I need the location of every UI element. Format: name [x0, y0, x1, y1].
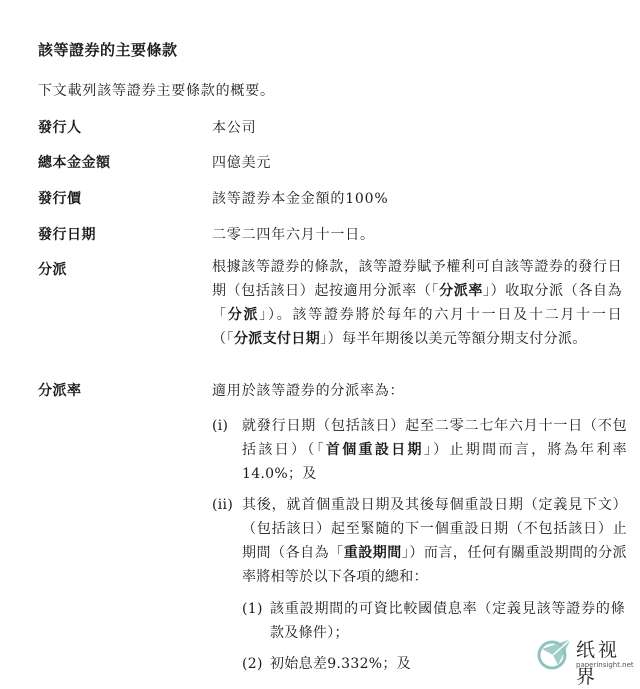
- rate-subitem-1-marker: (1): [242, 601, 263, 617]
- rate-defined-term-reset-period: 重設期間: [343, 545, 402, 561]
- term-value-principal: 四億美元: [212, 155, 272, 171]
- term-label-issue-price: 發行價: [38, 191, 82, 207]
- distribution-text-1: 根據該等證券的條款，該等證券賦予權利可自該等證券的發行日期（包括該日）起按適用分派率（「: [212, 259, 622, 299]
- term-label-distribution: 分派: [38, 262, 67, 278]
- watermark-url: paperinsight.net: [576, 661, 634, 669]
- rate-intro: 適用於該等證券的分派率為：: [212, 383, 405, 399]
- rate-defined-term-first-reset-date: 首個重設日期: [325, 442, 424, 458]
- rate-item-ii-marker: (ii): [212, 497, 234, 513]
- term-label-principal: 總本金金額: [38, 155, 111, 171]
- distribution-defined-term-rate: 分派率: [439, 283, 483, 299]
- rate-subitem-2-marker: (2): [242, 656, 263, 672]
- rate-item-ii-text: [242, 493, 627, 589]
- watermark-name: 纸视界: [576, 639, 621, 688]
- distribution-text-3: 」）。該等證券將於每年的六月十一日及十二月十一日（「: [212, 307, 622, 347]
- distribution-defined-term-payment-date: 分派支付日期: [233, 331, 321, 347]
- rate-item-ii-text-2: 」）而言，任何有關重設期間的分派率將相等於以下各項的總和：: [242, 545, 627, 585]
- term-value-issue-price: 該等證券本金金額的100%: [212, 191, 389, 207]
- rate-subitem-1-text: 該重設期間的可資比較國債息率（定義見該等證券的條款及條件）；: [270, 601, 625, 641]
- term-value-issuer: 本公司: [212, 120, 257, 136]
- intro-text: 下文載列該等證券主要條款的概要。: [38, 83, 275, 99]
- watermark: [536, 635, 636, 688]
- distribution-paragraph: [212, 255, 622, 351]
- term-value-issue-date: 二零二四年六月十一日。: [212, 227, 375, 243]
- rate-subitem-2-text: 初始息差9.332%；及: [270, 656, 411, 672]
- distribution-text-2: 」）收取分派（各自為「: [212, 283, 623, 323]
- term-label-issuer: 發行人: [38, 120, 82, 136]
- rate-item-i-text: [242, 414, 627, 486]
- rate-item-i-text-2: 」）止期間而言，將為年利率14.0%；及: [242, 442, 627, 482]
- distribution-defined-term-distribution: 分派: [227, 307, 260, 323]
- section-heading: 該等證券的主要條款: [38, 41, 178, 59]
- rate-item-ii-text-1: 其後，就首個重設日期及其後每個重設日期（定義見下文）（包括該日）起至緊隨的下一個重設日期（不包括該日）止期間（各自為「: [242, 497, 627, 561]
- rate-item-i-marker: (i): [212, 418, 229, 434]
- paper-plane-logo-icon: [536, 635, 574, 671]
- term-label-issue-date: 發行日期: [38, 227, 96, 243]
- rate-item-i-text-1: 就發行日期（包括該日）起至二零二七年六月十一日（不包括該日）（「: [242, 418, 627, 458]
- distribution-text-4: 」）每半年期後以美元等額分期支付分派。: [320, 331, 587, 347]
- term-label-rate: 分派率: [38, 383, 82, 399]
